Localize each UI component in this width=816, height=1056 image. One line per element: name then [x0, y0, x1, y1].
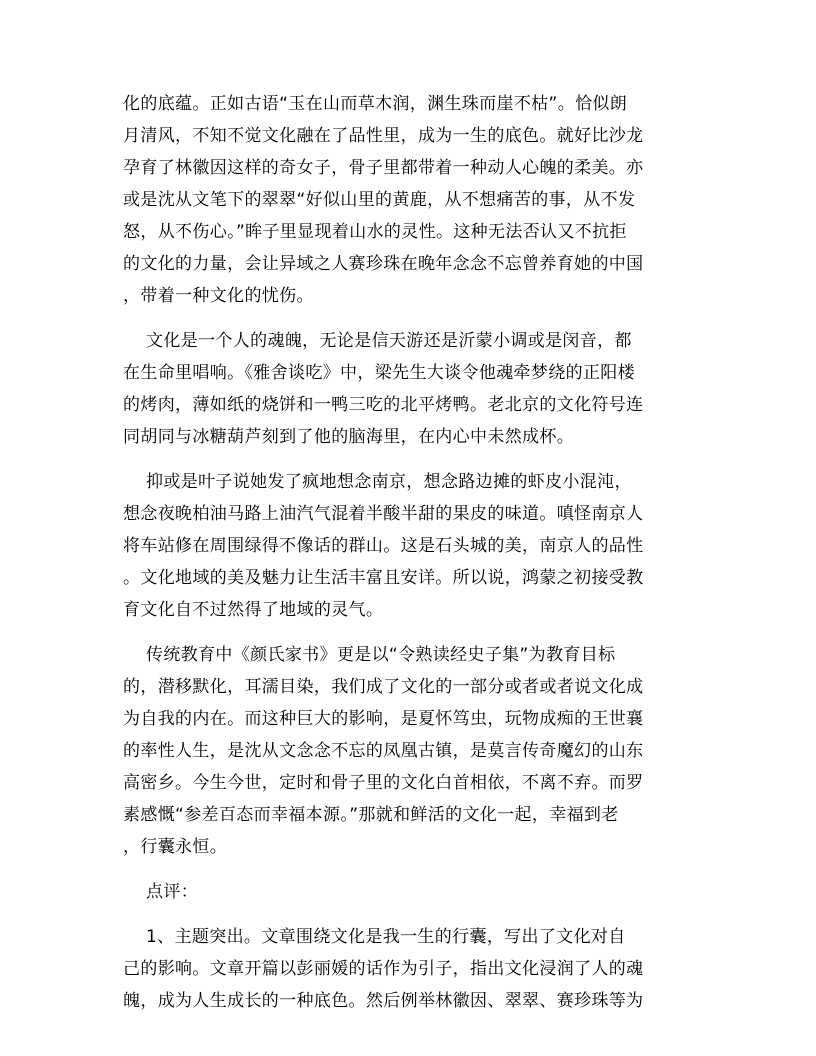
text-line: 孕育了林徽因这样的奇女子，骨子里都带着一种动人心魄的柔美。亦 [123, 158, 644, 178]
text-line: 点评： [123, 882, 199, 902]
text-line: 将车站修在周围绿得不像话的群山。这是石头城的美，南京人的品性 [123, 536, 644, 556]
text-line: 同胡同与冰糖葫芦刻到了他的脑海里，在内心中未然成杯。 [123, 427, 575, 447]
text-line: 文化是一个人的魂魄，无论是信天游还是沂蒙小调或是闵音，都 [123, 331, 632, 351]
text-line: 或是沈从文笔下的翠翠“好似山里的黄鹿，从不想痛苦的事，从不发 [123, 190, 636, 210]
text-line: 的文化的力量，会让异域之人赛珍珠在晚年念念不忘曾养育她的中国 [123, 254, 644, 274]
text-line: 在生命里唱响。《雅舍谈吃》中，梁先生大谈令他魂牵梦绕的正阳楼 [123, 363, 635, 383]
text-line: 怒，从不伤心。”眸子里显现着山水的灵性。这种无法否认又不抗拒 [123, 222, 627, 242]
text-line: 的烤肉，薄如纸的烧饼和一鸭三吃的北平烤鸭。老北京的文化符号连 [123, 395, 644, 415]
text-line: 1、主题突出。文章围绕文化是我一生的行囊，写出了文化对自 [123, 927, 626, 947]
text-line: 魄，成为人生成长的一种底色。然后例举林徽因、翠翠、赛珍珠等为 [123, 991, 644, 1011]
text-line: 。文化地域的美及魅力让生活丰富且安详。所以说，鸿蒙之初接受教 [123, 568, 644, 588]
text-line: 想念夜晚柏油马路上油汽气混着半酸半甜的果皮的味道。嗔怪南京人 [123, 504, 644, 524]
text-line: 己的影响。文章开篇以彭丽媛的话作为引子，指出文化浸润了人的魂 [123, 959, 644, 979]
text-line: 素感慨“参差百态而幸福本源。”那就和鲜活的文化一起，幸福到老 [123, 805, 619, 825]
text-line: ，行囊永恒。 [123, 837, 228, 857]
text-line: 月清风，不知不觉文化融在了品性里，成为一生的底色。就好比沙龙 [123, 126, 644, 146]
text-line: 化的底蕴。正如古语“玉在山而草木润，渊生珠而崖不枯”。恰似朗 [123, 94, 628, 114]
text-line: 育文化自不过然得了地域的灵气。 [123, 600, 384, 620]
text-line: 的，潜移默化，耳濡目染，我们成了文化的一部分或者或者说文化成 [123, 677, 644, 697]
text-line: 传统教育中《颜氏家书》更是以“令熟读经史子集”为教育目标 [123, 645, 616, 665]
text-line: 的率性人生，是沈从文念念不忘的凤凰古镇，是莫言传奇魔幻的山东 [123, 741, 644, 761]
text-line: ，带着一种文化的忧伤。 [123, 286, 314, 306]
text-line: 高密乡。今生今世，定时和骨子里的文化白首相依，不离不弃。而罗 [123, 773, 644, 793]
text-line: 抑或是叶子说她发了疯地想念南京，想念路边摊的虾皮小混沌， [123, 472, 632, 492]
text-line: 为自我的内在。而这种巨大的影响，是夏怀笃虫，玩物成痴的王世襄 [123, 709, 644, 729]
